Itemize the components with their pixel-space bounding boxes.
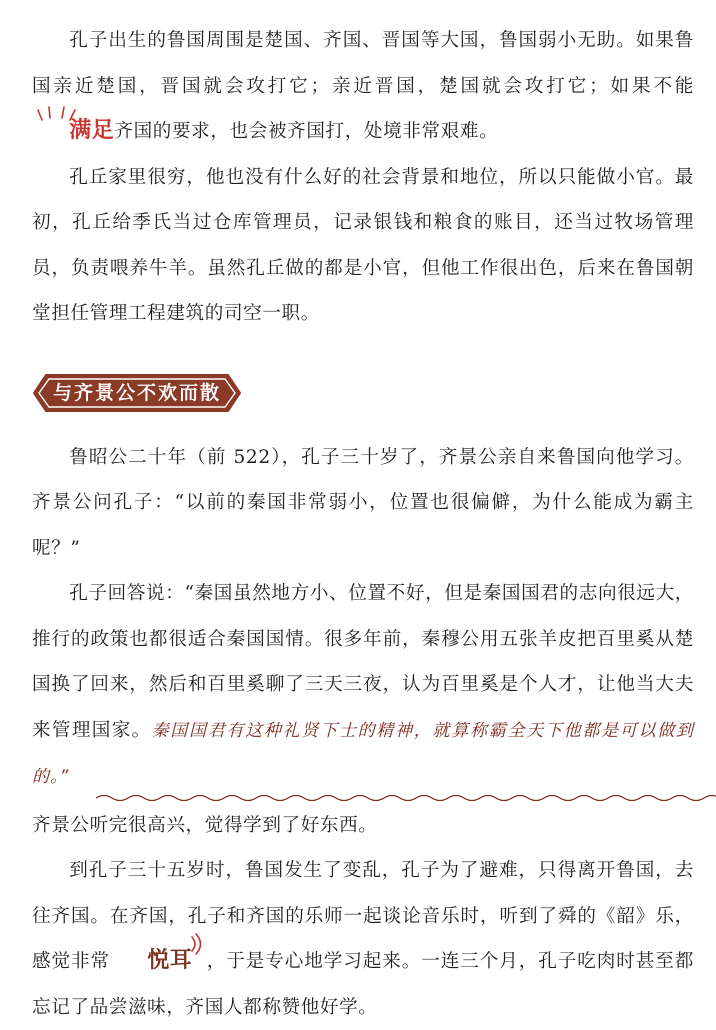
emphasis-rays-icon (36, 104, 76, 122)
paragraph-4-text-a: 孔子回答说：“秦国虽然地方小、位置不好，但是秦国国君的志向很远大，推行的政策也都很适合秦国国情。很多年前，秦穆公用五张羊皮把百里奚从楚国换了回来，然后和百里奚聊了三天三夜，认为百里奚是个人才，让他当大夫来管理国家。 (32, 583, 694, 741)
paragraph-1-text-a: 孔子出生的鲁国周围是楚国、齐国、晋国等大国，鲁国弱小无助。如果鲁国亲近楚国，晋国就会攻打它；亲近晋国，楚国就会攻打它；如果不能 (32, 30, 694, 97)
highlight-word-pleasant: 悦耳 (147, 948, 193, 973)
paragraph-1 (32, 18, 694, 155)
paragraph-2: 孔丘家里很穷，他也没有什么好的社会背景和地位，所以只能做小官。最初，孔丘给季氏当过仓库管理员，记录银钱和粮食的账目，还当过牧场管理员，负责喂养牛羊。虽然孔丘做的都是小官，但他工作很出色，后来在鲁国朝堂担任管理工程建筑的司空一职。 (32, 166, 694, 324)
paragraph-3: 鲁昭公二十年（前 522），孔子三十岁了，齐景公亲自来鲁国向他学习。齐景公问孔子：“以前的秦国非常弱小，位置也很偏僻，为什么能成为霸主呢？” (32, 446, 694, 559)
section-title: 与齐景公不欢而散 (52, 381, 221, 404)
paragraph-4-end: 齐景公听完很高兴，觉得学到了好东西。 (32, 814, 378, 836)
paragraph-5-text-b: ，于是专心地学习起来。一连三个月，孔子吃肉时甚至都忘记了品尝滋味，齐国人都称赞他好学。 (32, 951, 694, 1018)
paragraph-5 (32, 848, 694, 1030)
highlight-word-satisfy (32, 120, 114, 142)
highlight-word-satisfy-text: 满足 (69, 118, 115, 143)
handwritten-quote: 秦国国君有这种礼贤下士的精神，就算称霸全天下他都是可以做到的。” (32, 720, 694, 787)
paragraph-4 (32, 571, 694, 801)
paragraph-1-text-b: 齐国的要求，也会被齐国打，处境非常艰难。 (114, 121, 499, 142)
page-body (32, 18, 694, 1030)
wavy-underline (96, 793, 716, 803)
paragraph-5-text-a: 到孔子三十五岁时，鲁国发生了变乱，孔子为了避难，只得离开鲁国，去往齐国。在齐国，孔子和齐国的乐师一起谈论音乐时，听到了舜的《韶》乐，感觉非常 (32, 860, 694, 972)
section-banner (26, 373, 248, 413)
sound-waves-icon (190, 933, 206, 955)
